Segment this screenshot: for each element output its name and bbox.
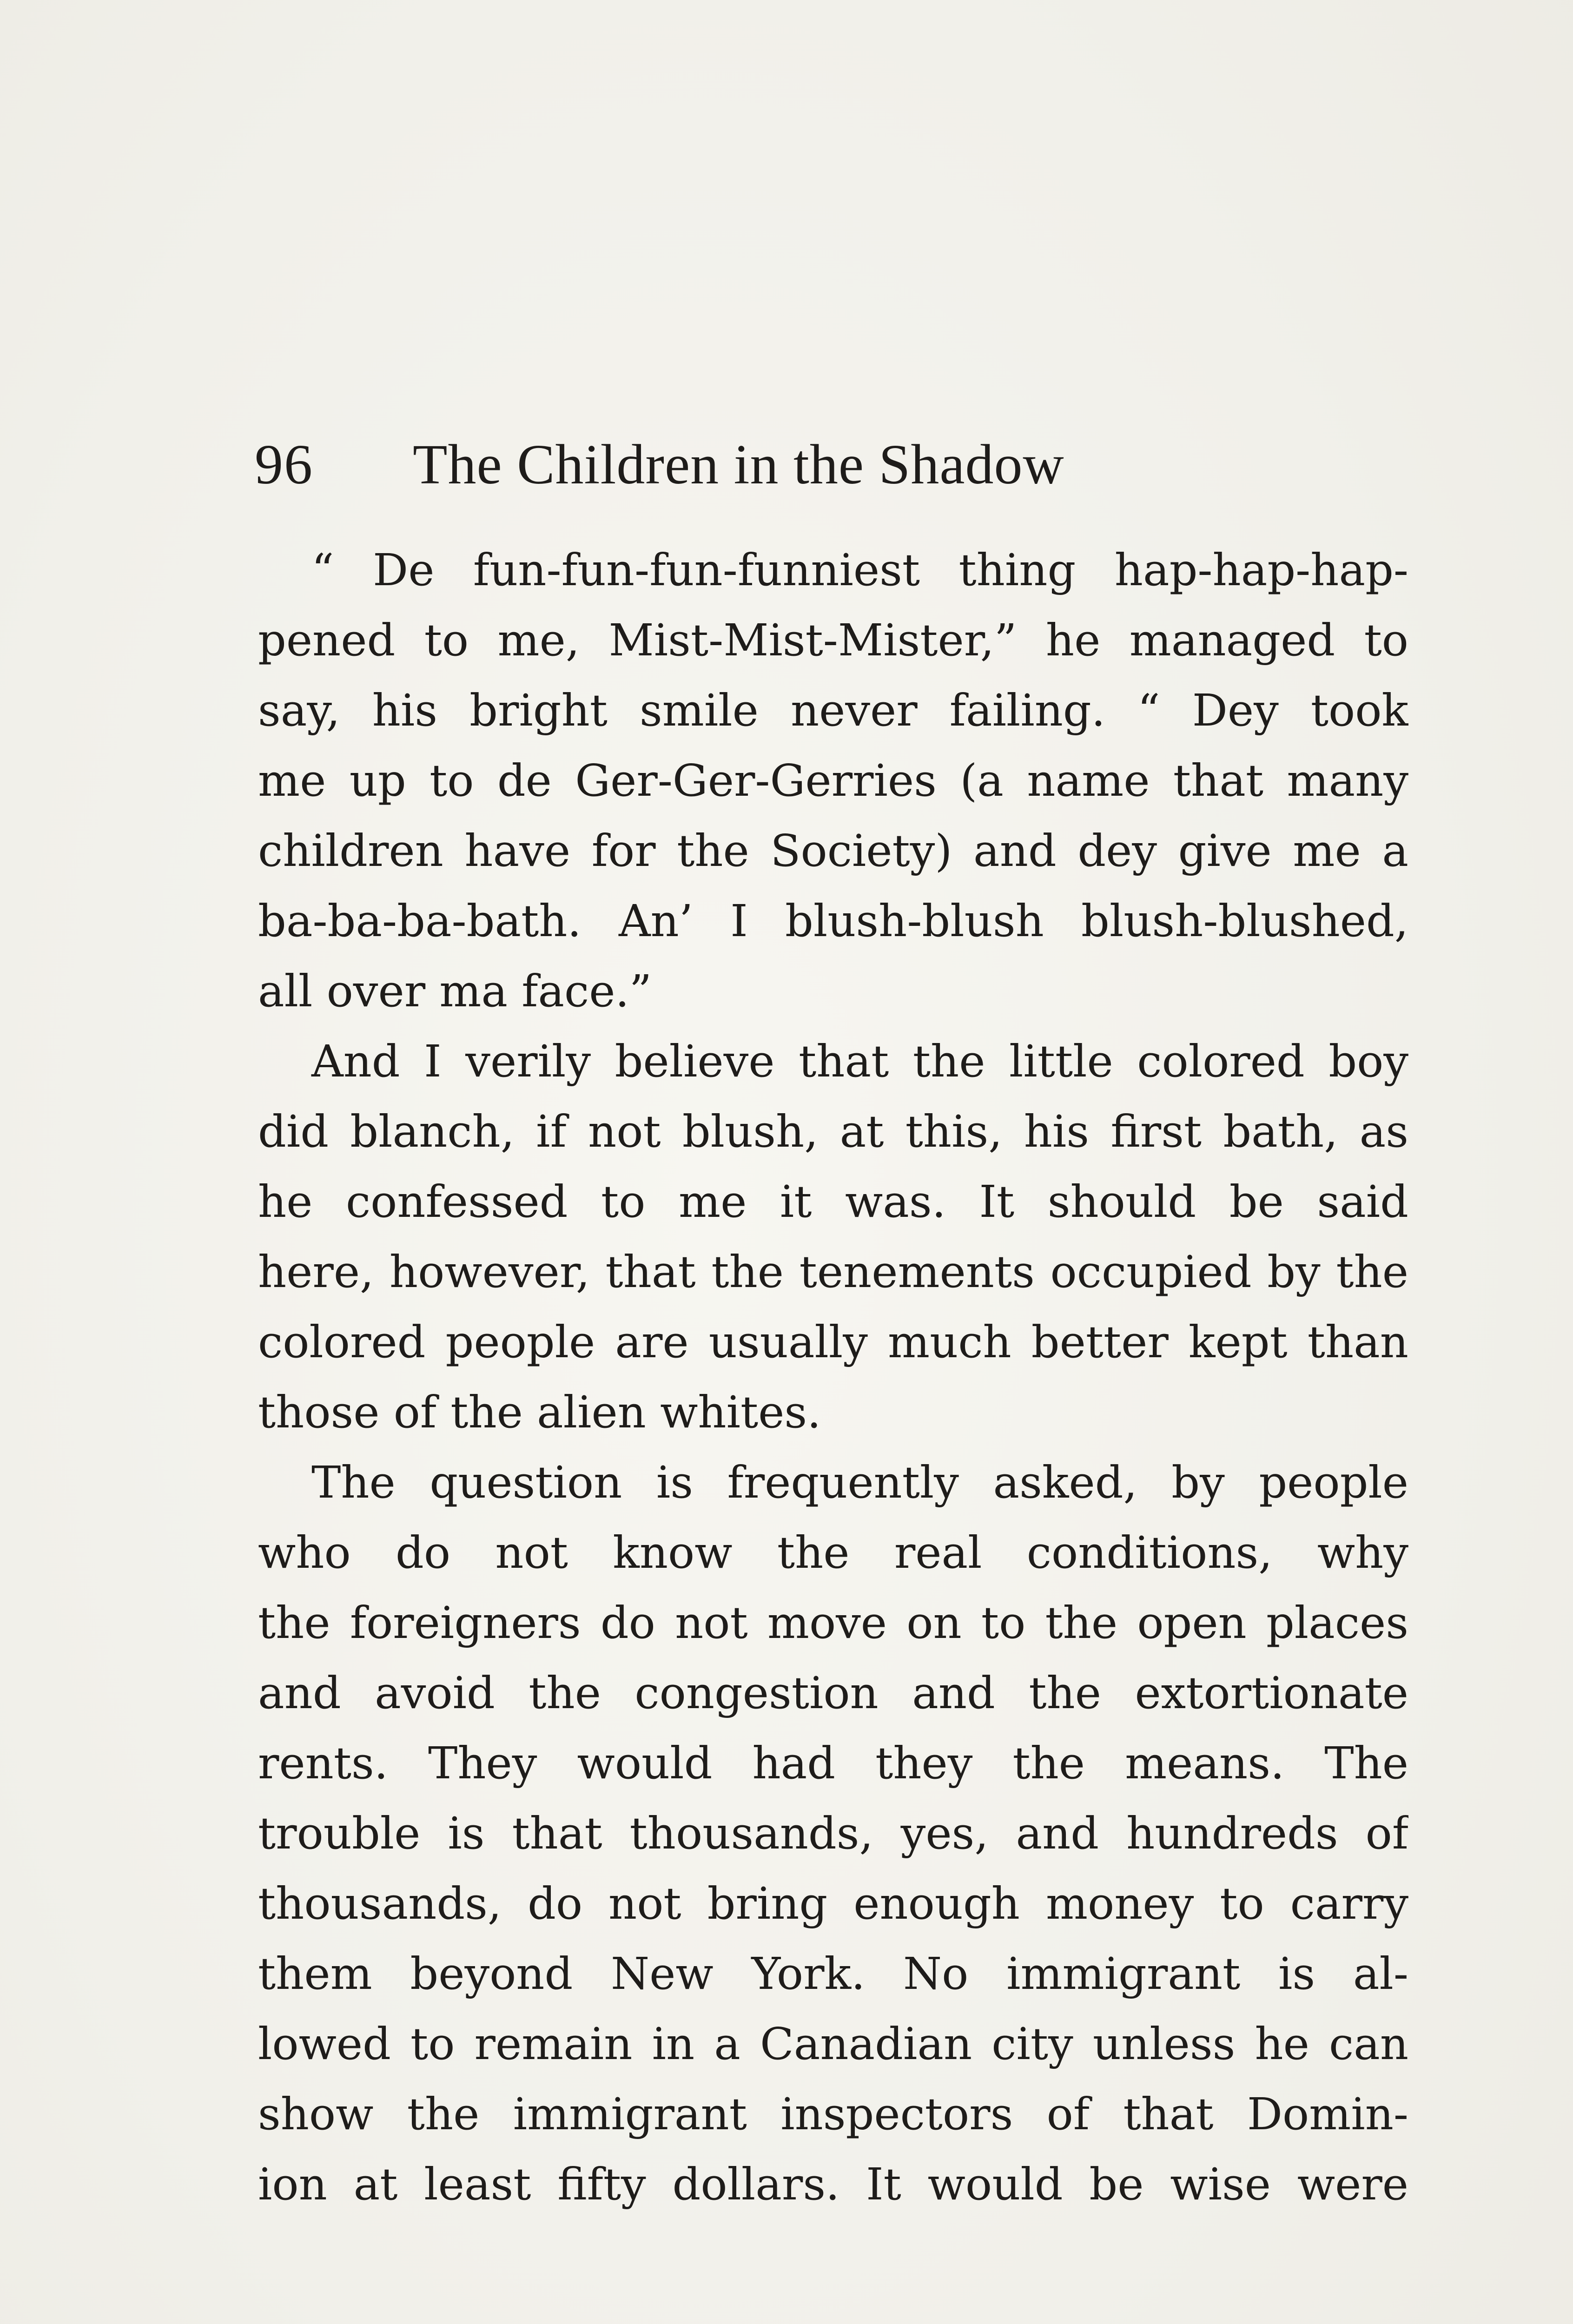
paragraph-line: me up to de Ger-Ger-Gerries (a name that many xyxy=(258,755,1408,806)
paragraph-line: show the immigrant inspectors of that Domin- xyxy=(258,2089,1408,2140)
paragraph-line: lowed to remain in a Canadian city unless he can xyxy=(258,2019,1408,2070)
paragraph-line: And I verily believe that the little colored boy xyxy=(311,1036,1408,1087)
paragraph-line: ba-ba-ba-bath. An’ I blush-blush blush-blushed, xyxy=(258,896,1408,947)
paragraph-line: here, however, that the tenements occupied by the xyxy=(258,1247,1408,1298)
paragraph-line: colored people are usually much better kept than xyxy=(258,1317,1408,1368)
paragraph-line: pened to me, Mist-Mist-Mister,” he managed to xyxy=(258,615,1408,666)
paragraph-line: “ De fun-fun-fun-funniest thing hap-hap-hap- xyxy=(311,545,1408,596)
paragraph-line: those of the alien whites. xyxy=(258,1387,821,1438)
paragraph-line: rents. They would had they the means. The xyxy=(258,1738,1408,1789)
paragraph-line: all over ma face.” xyxy=(258,966,652,1017)
paragraph-line: who do not know the real conditions, why xyxy=(258,1527,1408,1578)
paragraph-line: and avoid the congestion and the extortionate xyxy=(258,1668,1408,1719)
paragraph-line: he confessed to me it was. It should be said xyxy=(258,1176,1408,1228)
paragraph-line: did blanch, if not blush, at this, his first bath, as xyxy=(258,1106,1408,1157)
running-title: The Children in the Shadow xyxy=(413,433,1064,496)
body-text xyxy=(258,535,1408,2220)
paragraph-line: The question is frequently asked, by people xyxy=(311,1457,1408,1508)
paragraph-line: trouble is that thousands, yes, and hundreds of xyxy=(258,1808,1408,1859)
paragraph-line: the foreigners do not move on to the open places xyxy=(258,1598,1408,1649)
paragraph-line: them beyond New York. No immigrant is al- xyxy=(258,1948,1408,2000)
page-header xyxy=(255,430,1231,500)
page-number: 96 xyxy=(255,433,313,496)
paragraph-line: thousands, do not bring enough money to carry xyxy=(258,1878,1408,1929)
paragraph-line: ion at least fifty dollars. It would be wise were xyxy=(258,2159,1408,2210)
paragraph-line: children have for the Society) and dey give me a xyxy=(258,825,1408,877)
paragraph-line: say, his bright smile never failing. “ Dey took xyxy=(258,685,1408,736)
